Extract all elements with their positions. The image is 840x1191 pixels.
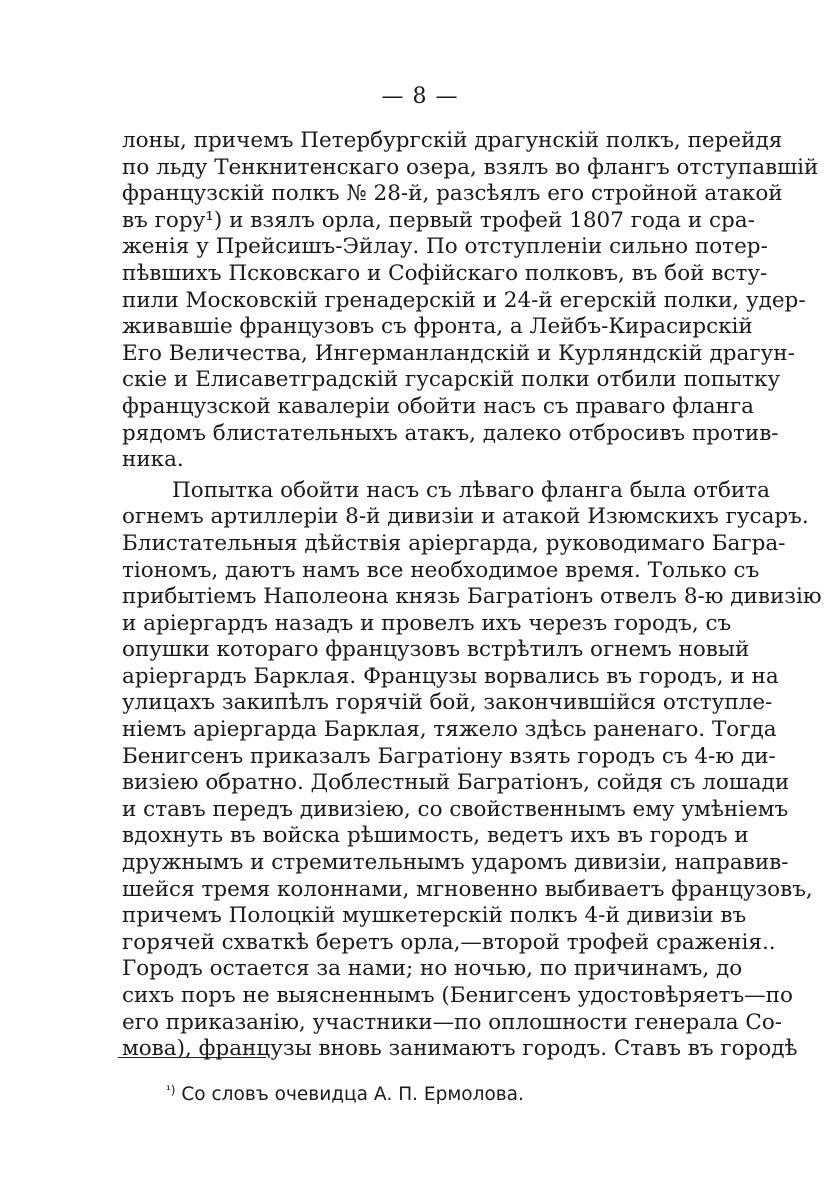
text-line: причемъ Полоцкій мушкетерскій полкъ 4-й дивизіи въ: [122, 903, 747, 929]
text-line: скіе и Елисаветградскій гусарскій полки отбили попытку: [122, 367, 781, 393]
paragraph-2: [122, 477, 822, 1063]
text-line: въ гору¹) и взялъ орла, первый трофей 1807 года и сра-: [122, 207, 755, 233]
text-line: шейся тремя колоннами, мгновенно выбиваетъ французовъ,: [122, 876, 813, 902]
text-line: женія у Прейсишъ-Эйлау. По отступленіи сильно потер-: [122, 234, 768, 260]
text-line: живавшіе французовъ съ фронта, а Лейбъ-Кирасирскій: [122, 314, 753, 340]
text-line: пили Московскій гренадерскій и 24-й егерскій полки, удер-: [122, 287, 806, 313]
text-line: тіономъ, даютъ намъ все необходимое время. Только съ: [122, 557, 760, 583]
page-number: — 8 —: [381, 84, 459, 109]
body-text: [122, 128, 822, 1063]
text-line: по льду Тенкнитенскаго озера, взялъ во флангъ отступавшій: [122, 154, 819, 180]
text-line: лоны, причемъ Петербургскій драгунскій полкъ, перейдя: [122, 128, 783, 153]
text-line: визіею обратно. Доблестный Багратіонъ, сойдя съ лошади: [122, 770, 790, 796]
text-line: аріергардъ Барклая. Французы ворвались въ городъ, и на: [122, 663, 779, 689]
text-line: французскій полкъ № 28-й, разсѣялъ его стройной атакой: [122, 181, 783, 207]
text-line: улицахъ закипѣлъ горячій бой, закончившійся отступле-: [122, 690, 773, 716]
text-line: мова), французы вновь занимаютъ городъ. Ставъ въ городѣ: [122, 1036, 798, 1062]
text-line: сихъ поръ не выясненнымъ (Бенигсенъ удостовѣряетъ—по: [122, 983, 793, 1008]
footnote-marker: ¹): [166, 1083, 176, 1097]
text-line: и ставъ передъ дивизіею, со свойственнымъ ему умѣніемъ: [122, 796, 789, 822]
text-line: вдохнуть въ войска рѣшимость, ведетъ ихъ въ городъ и: [122, 823, 749, 849]
text-line: Городъ остается за нами; но ночью, по причинамъ, до: [122, 956, 743, 982]
text-line: и аріергардъ назадъ и провелъ ихъ черезъ городъ, съ: [122, 610, 732, 636]
text-line: Блистательныя дѣйствія аріергарда, руководимаго Багра-: [122, 530, 786, 556]
text-line: ніемъ аріергарда Барклая, тяжело здѣсь раненаго. Тогда: [122, 717, 777, 743]
text-line: дружнымъ и стремительнымъ ударомъ дивизіи, направив-: [122, 850, 789, 876]
text-line: рядомъ блистательныхъ атакъ, далеко отбросивъ против-: [122, 420, 779, 446]
text-line: ника.: [122, 447, 184, 473]
text-line: пѣвшихъ Псковскаго и Софійскаго полковъ, въ бой всту-: [122, 260, 768, 286]
text-line: Его Величества, Ингерманландскій и Курляндскій драгун-: [122, 340, 795, 366]
text-line: огнемъ артиллеріи 8-й дивизіи и атакой Изюмскихъ гусаръ.: [122, 504, 809, 530]
footnote-divider: [118, 1057, 266, 1058]
text-line: опушки котораго французовъ встрѣтилъ огнемъ новый: [122, 637, 750, 663]
footnote: [166, 1083, 524, 1105]
text-line: горячей схваткѣ беретъ орла,—второй трофей сраженія..: [122, 929, 776, 955]
text-line: прибытіемъ Наполеона князь Багратіонъ отвелъ 8-ю дивизію: [122, 584, 822, 610]
footnote-text: Со словъ очевидца А. П. Ермолова.: [181, 1084, 524, 1105]
text-line: французской кавалеріи обойти насъ съ праваго фланга: [122, 393, 754, 419]
text-line: Попытка обойти насъ съ лѣваго фланга была отбита: [172, 477, 770, 503]
text-line: его приказанію, участники—по оплошности генерала Со-: [122, 1009, 783, 1035]
text-line: Бенигсенъ приказалъ Багратіону взять городъ съ 4-ю ди-: [122, 743, 776, 769]
paragraph-1: [122, 128, 819, 474]
